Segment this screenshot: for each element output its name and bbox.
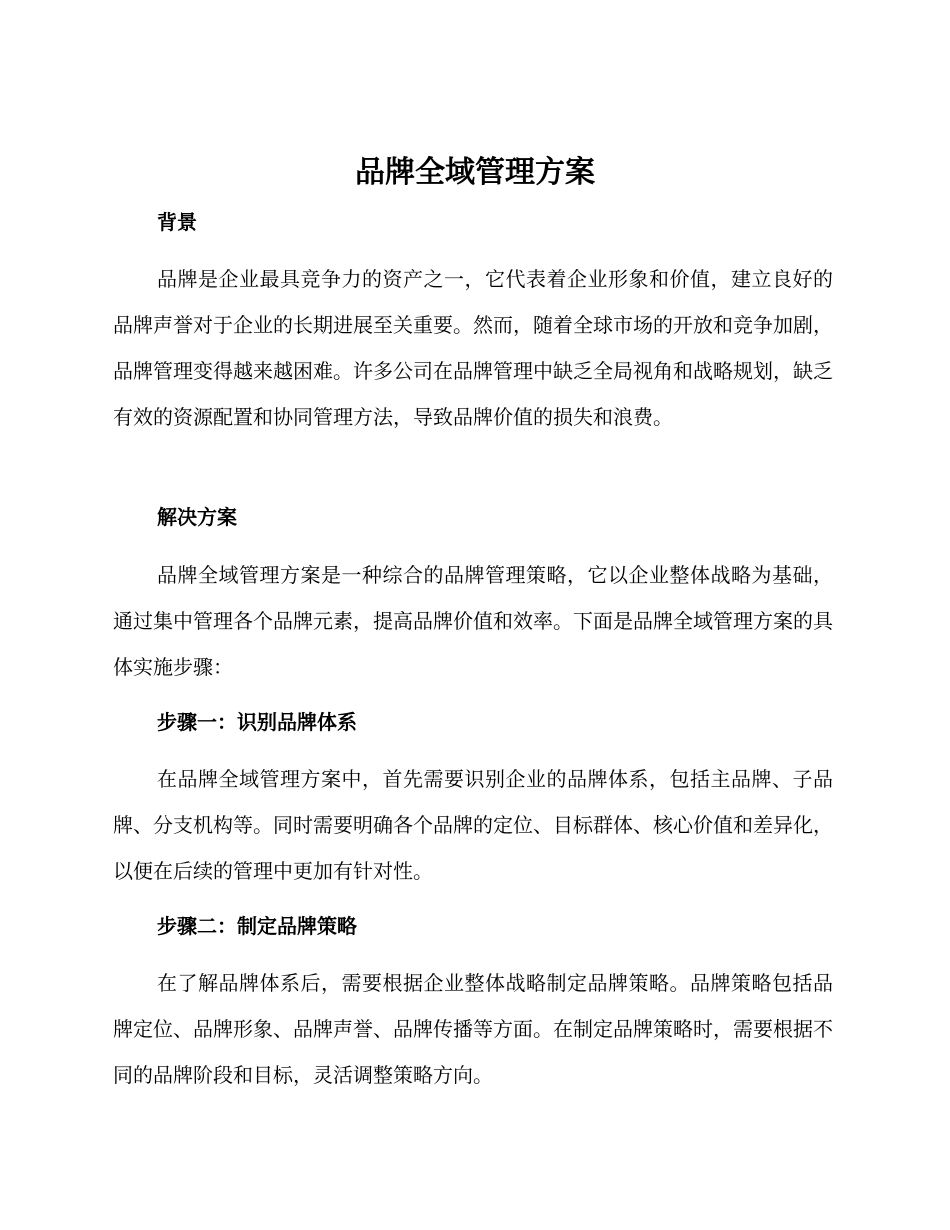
section-heading-background: 背景 [157, 210, 197, 234]
paragraph-step-one: 在品牌全域管理方案中，首先需要识别企业的品牌体系，包括主品牌、子品牌、分支机构等。同时需要明确各个品牌的定位、目标群体、核心价值和差异化，以便在后续的管理中更加有针对性。 [113, 767, 833, 883]
paragraph-background: 品牌是企业最具竞争力的资产之一，它代表着企业形象和价值，建立良好的品牌声誉对于企业的长期进展至关重要。然而，随着全球市场的开放和竞争加剧，品牌管理变得越来越困难。许多公司在品牌管理中缺乏全局视角和战略规划，缺乏有效的资源配置和协同管理方法，导致品牌价值的损失和浪费。 [113, 267, 833, 429]
section-heading-step-two: 步骤二：制定品牌策略 [157, 914, 357, 938]
paragraph-solution: 品牌全域管理方案是一种综合的品牌管理策略，它以企业整体战略为基础，通过集中管理各个品牌元素，提高品牌价值和效率。下面是品牌全域管理方案的具体实施步骤： [113, 563, 833, 679]
section-heading-step-one: 步骤一：识别品牌体系 [157, 710, 357, 734]
document-title: 品牌全域管理方案 [355, 155, 595, 190]
paragraph-step-two: 在了解品牌体系后，需要根据企业整体战略制定品牌策略。品牌策略包括品牌定位、品牌形象、品牌声誉、品牌传播等方面。在制定品牌策略时，需要根据不同的品牌阶段和目标，灵活调整策略方向。 [113, 971, 833, 1087]
section-heading-solution: 解决方案 [157, 505, 237, 529]
